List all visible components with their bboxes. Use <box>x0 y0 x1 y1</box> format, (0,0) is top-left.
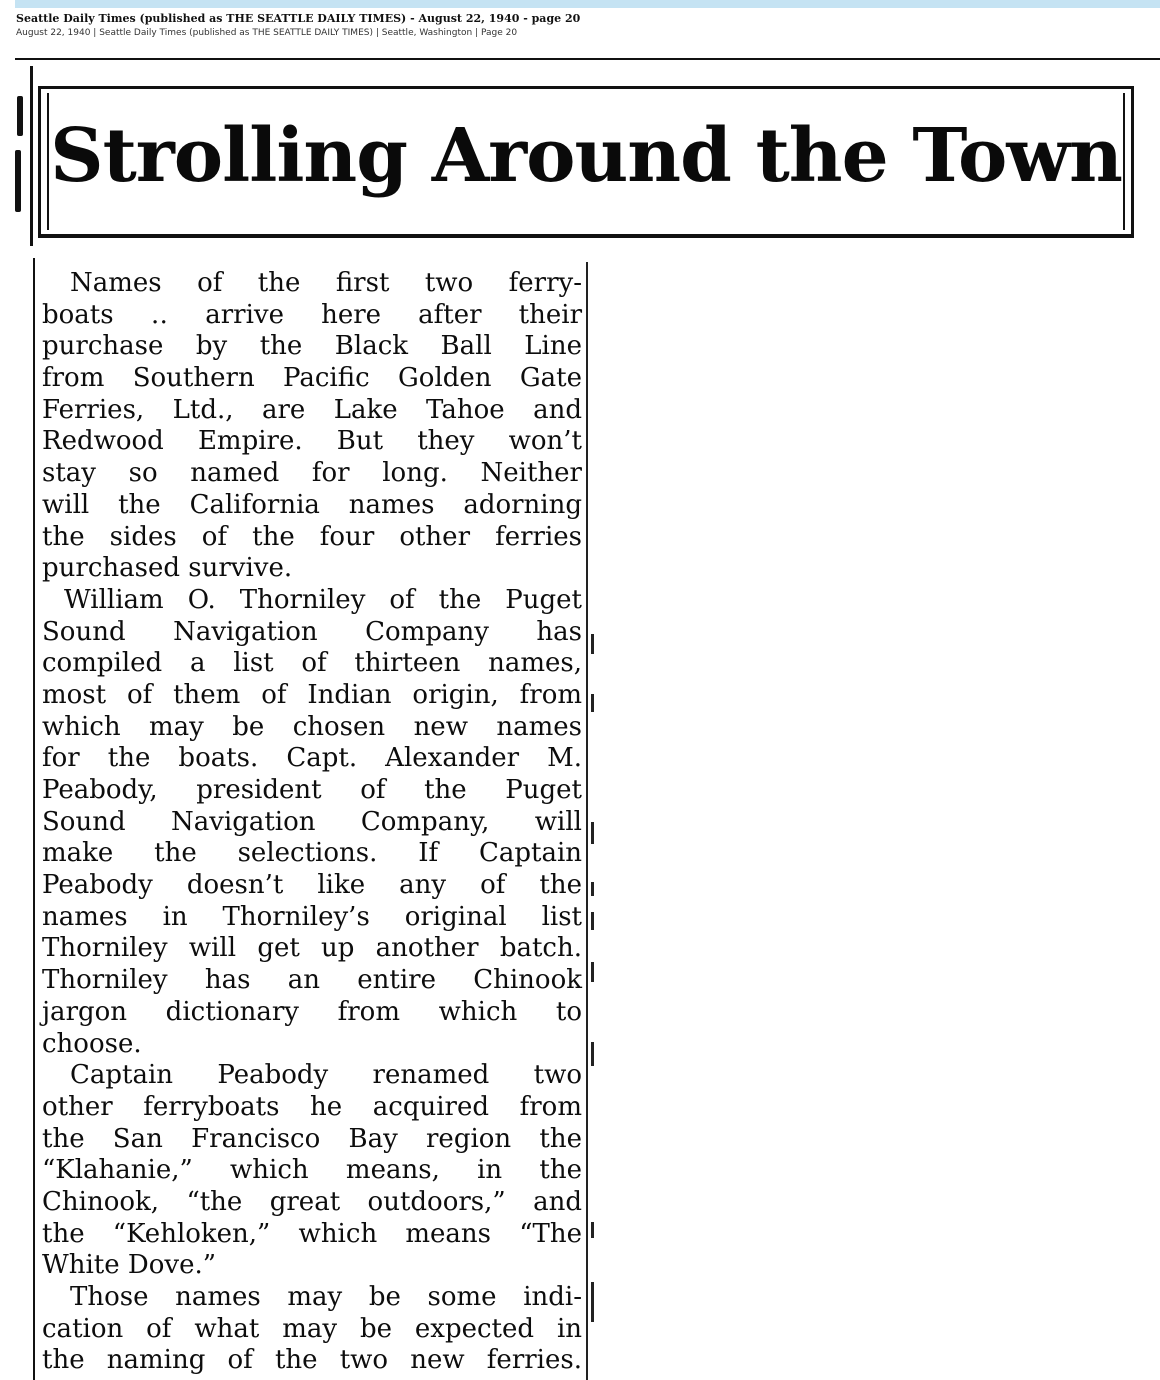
header-divider <box>15 58 1160 60</box>
article-line: the San Francisco Bay region the <box>42 1123 582 1154</box>
article-line: boats ․․ arrive here after their <box>42 299 582 330</box>
article-line: Captain Peabody renamed two <box>70 1060 582 1091</box>
article-line: White Dove.” <box>42 1250 217 1281</box>
article-headline: Strolling Around the Town <box>50 113 1122 199</box>
article-line: purchased survive. <box>42 553 293 584</box>
article-line: Peabody doesn’t like any of the <box>42 870 582 901</box>
column-gutter-marks <box>589 262 597 1380</box>
article-line: Those names may be some indi- <box>70 1282 582 1312</box>
article-line: compiled a list of thirteen names, <box>42 648 582 679</box>
article-line: will the California names adorning <box>42 489 582 520</box>
column-right-rule <box>586 262 588 1380</box>
article-line: Chinook, “the great outdoors,” and <box>42 1186 582 1217</box>
article-line: Sound Navigation Company has <box>42 616 582 647</box>
article-line: “Klahanie,” which means, in the <box>42 1155 582 1186</box>
article-line: names in Thorniley’s original list <box>42 901 582 932</box>
article-line: the “Kehloken,” which means “The <box>42 1218 582 1249</box>
article-line: stay so named for long. Neither <box>42 458 582 489</box>
column-left-rule <box>33 258 35 1380</box>
left-edge-mark <box>17 96 23 136</box>
article-line: make the selections. If Captain <box>42 838 582 869</box>
article-line: Ferries, Ltd., are Lake Tahoe and <box>42 394 582 425</box>
article-line: the naming of the two new ferries. <box>42 1345 582 1376</box>
article-line: Peabody, president of the Puget <box>42 775 582 805</box>
article-line: Thorniley will get up another batch. <box>42 933 582 964</box>
article-line: most of them of Indian origin, from <box>42 679 582 710</box>
left-edge-rule <box>30 66 33 246</box>
article-line: choose. <box>42 1028 142 1059</box>
article-line: Thorniley has an entire Chinook <box>42 965 582 996</box>
left-edge-mark <box>15 150 21 212</box>
article-body <box>42 268 582 1377</box>
article-line: jargon dictionary from which to <box>42 996 582 1027</box>
article-line: from Southern Pacific Golden Gate <box>42 363 582 394</box>
article-line: for the boats. Capt. Alexander M. <box>42 743 582 774</box>
article-line: the sides of the four other ferries <box>42 521 582 552</box>
article-line: other ferryboats he acquired from <box>42 1091 582 1122</box>
top-color-bar <box>15 0 1160 8</box>
headline-box <box>38 86 1134 238</box>
page-subtitle: August 22, 1940 | Seattle Daily Times (published as THE SEATTLE DAILY TIMES) | Seattle, Washington | Page 20 <box>16 28 518 38</box>
page-title: Seattle Daily Times (published as THE SEATTLE DAILY TIMES) - August 22, 1940 - page 20 <box>16 12 581 25</box>
article-line: Redwood Empire. But they won’t <box>42 426 582 457</box>
article-line: Names of the first two ferry- <box>70 268 582 298</box>
article-line: cation of what may be expected in <box>42 1313 582 1344</box>
article-line: which may be chosen new names <box>42 711 582 742</box>
article-line: purchase by the Black Ball Line <box>42 331 582 362</box>
article-line: Sound Navigation Company, will <box>42 806 582 837</box>
article-line: William O. Thorniley of the Puget <box>64 584 582 615</box>
